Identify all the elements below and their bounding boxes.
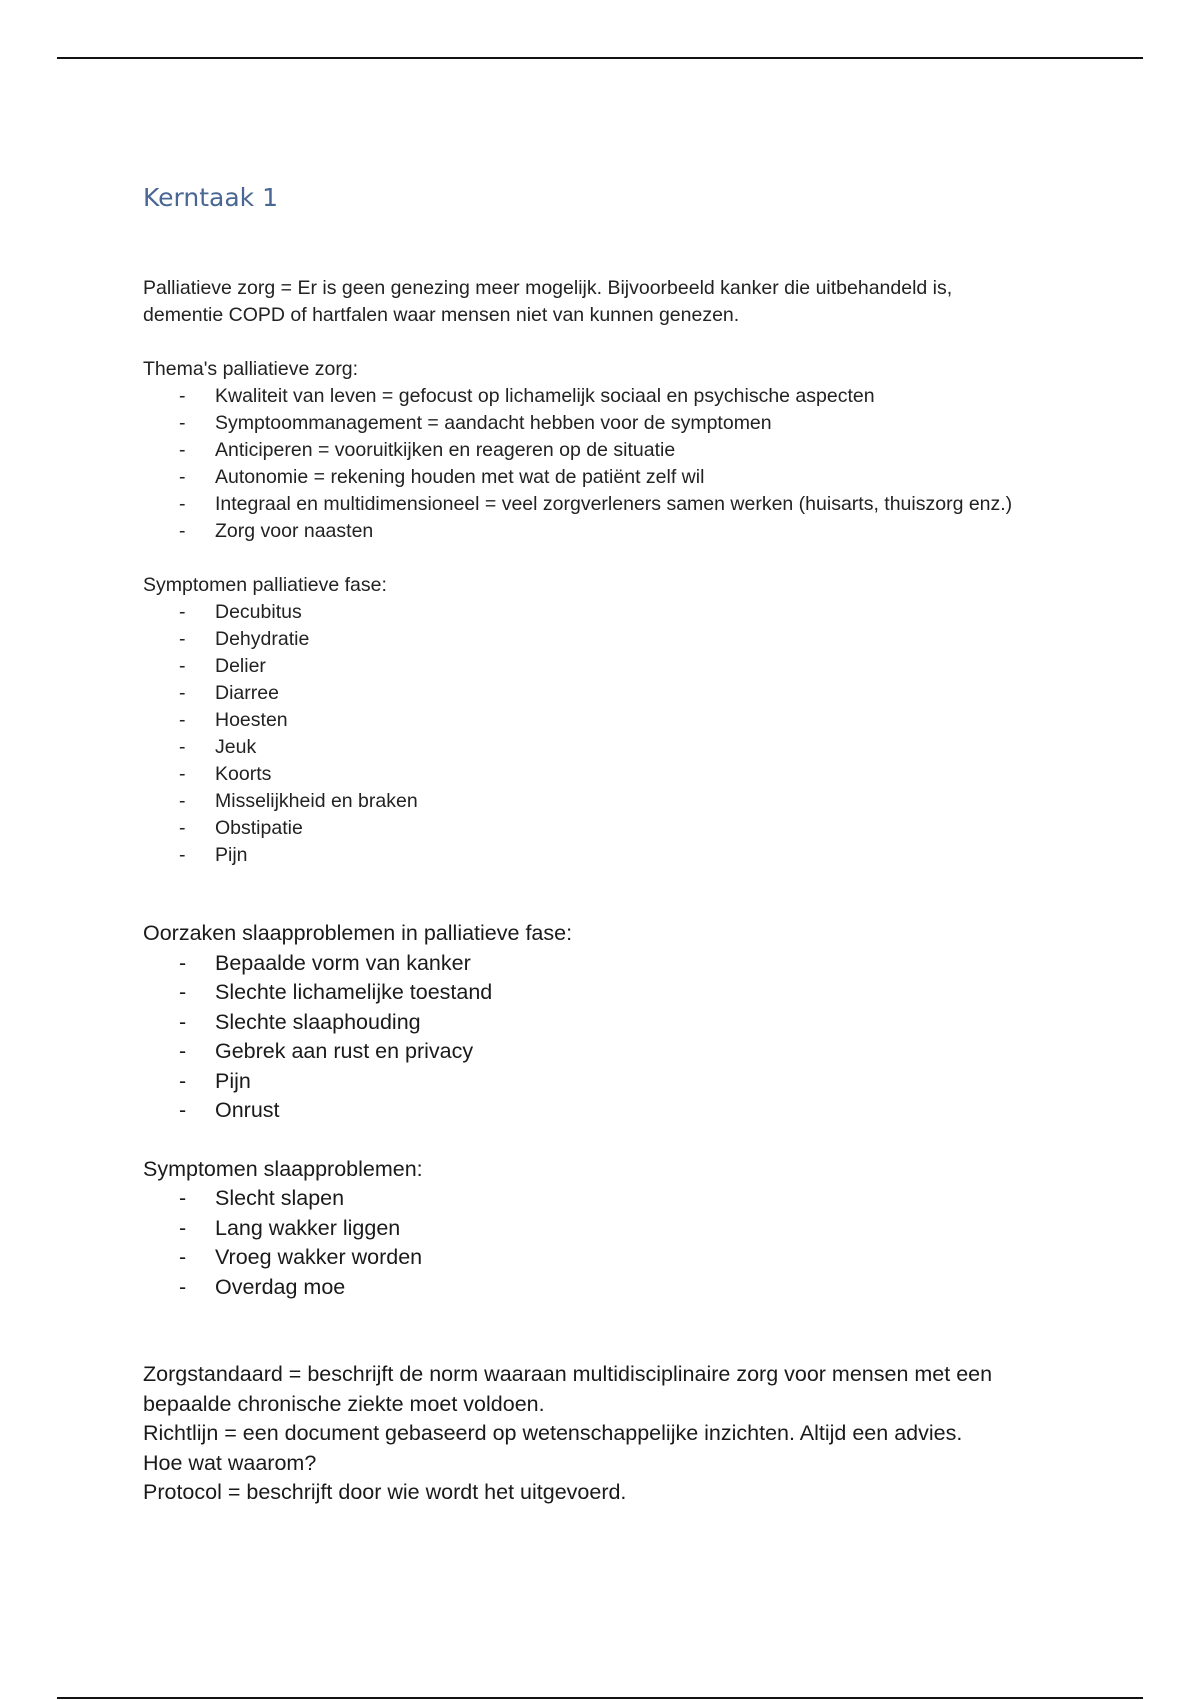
definition-richtlijn: Hoe wat waarom? [143,1450,317,1475]
list-item: - Delier [143,653,1043,680]
themes-list [143,383,1043,545]
list-item: - Integraal en multidimensioneel = veel zorgverleners samen werken (huisarts, thuiszorg enz.) [143,491,1043,518]
list-item: - Dehydratie [143,626,1043,653]
sleep-symptoms-list [143,1184,1043,1302]
symptoms-palliative-title: Symptomen palliatieve fase: [143,574,387,596]
sleep-symptoms-title: Symptomen slaapproblemen: [143,1156,423,1181]
definition-richtlijn: Richtlijn = een document gebaseerd op wetenschappelijke inzichten. Altijd een advies. [143,1421,963,1445]
list-item: - Zorg voor naasten [143,518,1043,545]
list-item: - Pijn [143,842,1043,869]
list-item: - Obstipatie [143,815,1043,842]
definition-zorgstandaard: Zorgstandaard = beschrijft de norm waaraan multidisciplinaire zorg voor mensen met een [143,1362,993,1386]
list-item: - Slecht slapen [143,1184,1043,1214]
intro-line: Palliatieve zorg = Er is geen genezing meer mogelijk. Bijvoorbeeld kanker die uitbehandeld is, [143,277,953,299]
list-item: - Pijn [143,1067,1043,1097]
list-item: - Diarree [143,680,1043,707]
sleep-causes-title: Oorzaken slaapproblemen in palliatieve fase: [143,921,573,945]
list-item: - Decubitus [143,599,1043,626]
list-item: - Autonomie = rekening houden met wat de patiënt zelf wil [143,464,1043,491]
footer-rule [57,1697,1143,1699]
list-item: - Misselijkheid en braken [143,788,1043,815]
list-item: - Slechte slaaphouding [143,1008,1043,1038]
list-item: - Vroeg wakker worden [143,1243,1043,1273]
definition-protocol: Protocol = beschrijft door wie wordt het uitgevoerd. [143,1480,627,1504]
list-item: - Koorts [143,761,1043,788]
definition-zorgstandaard: bepaalde chronische ziekte moet voldoen. [143,1391,545,1416]
list-item: - Hoesten [143,707,1043,734]
list-item: - Anticiperen = vooruitkijken en reageren op de situatie [143,437,1043,464]
document-body [143,178,1043,1508]
list-item: - Kwaliteit van leven = gefocust op lichamelijk sociaal en psychische aspecten [143,383,1043,410]
symptoms-palliative-list [143,599,1043,869]
themes-title: Thema's palliatieve zorg: [143,358,359,380]
list-item: - Gebrek aan rust en privacy [143,1037,1043,1067]
header-rule [57,57,1143,59]
list-item: - Symptoommanagement = aandacht hebben voor de symptomen [143,410,1043,437]
list-item: - Onrust [143,1096,1043,1126]
page-title: Kerntaak 1 [143,183,278,212]
list-item: - Overdag moe [143,1273,1043,1303]
list-item: - Slechte lichamelijke toestand [143,978,1043,1008]
list-item: - Bepaalde vorm van kanker [143,949,1043,979]
sleep-causes-list [143,949,1043,1126]
list-item: - Lang wakker liggen [143,1214,1043,1244]
intro-line: dementie COPD of hartfalen waar mensen niet van kunnen genezen. [143,304,740,326]
list-item: - Jeuk [143,734,1043,761]
